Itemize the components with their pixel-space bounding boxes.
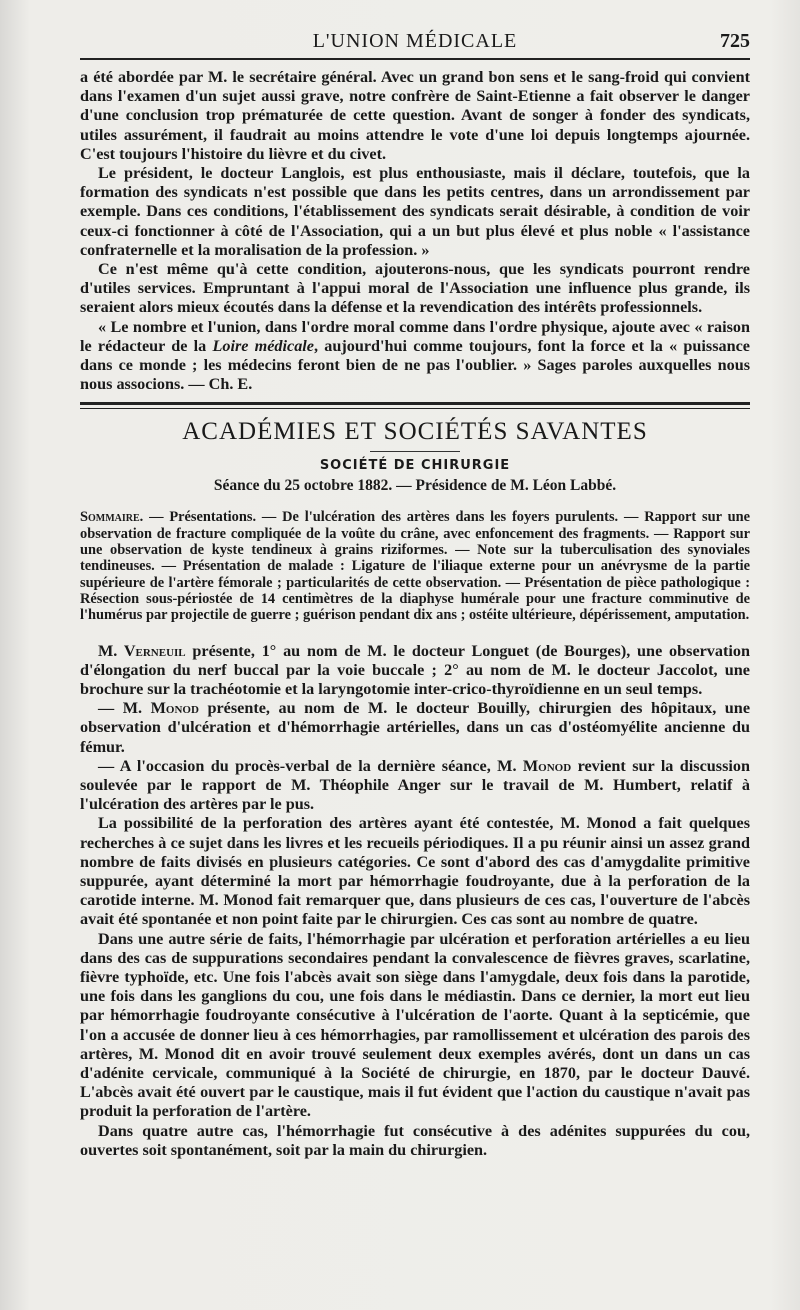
summary-label: Sommaire.	[80, 509, 144, 526]
quote-part-1: « Le nombre et l'union, dans l'ordre moral comme dans l'ordre physique, ajoute avec « raison le rédacteur de la	[80, 317, 750, 355]
speaker-verneuil: M. Verneuil	[98, 641, 186, 660]
society-name: SOCIÉTÉ DE CHIRURGIE	[319, 458, 511, 474]
body-paragraph-2	[80, 699, 750, 757]
body-paragraph-3-prefix: — A l'occasion du procès-verbal de la dernière séance, M.	[98, 756, 523, 775]
spacer	[80, 632, 750, 642]
body-paragraph-5: Dans une autre série de faits, l'hémorrhagie par ulcération et perforation artérielles a eu lieu dans des cas de suppurations secondaires pendant la convalescence de fièvres graves, scarlatine, fièvre typhoïde, etc. Une fois l'abcès avait son siège dans l'amygdale, deux fois dans la parotide, une fois dans les ganglions du cou, une fois dans le médiastin. Dans ce dernier, la mort eut lieu par hémorrhagie foudroyante consécutive à l'ulcération de l'aorte. Quant à la septicémie, que l'on a accusée de donner lieu à ces hémorrhagies, par ramollissement et ulcération des parois des artères, M. Monod dit en avoir trouvé seulement deux exemples avérés, dont un dans un cas d'adénite cervicale, communiqué à la Société de chirurgie, en 1870, par le docteur Dauvé. L'abcès avait été ouvert par le caustique, mais il fut évident que l'action du caustique n'avait pas produit la perforation de l'artère.	[80, 929, 750, 1121]
section-title: ACADÉMIES ET SOCIÉTÉS SAVANTES	[182, 418, 648, 446]
section-divider	[80, 402, 750, 409]
intro-paragraph-2: Le président, le docteur Langlois, est plus enthousiaste, mais il déclare, toutefois, que la formation des syndicats n'est possible que dans les petits centres, dans un arrondissement par exemple. Dans ces conditions, l'établissement des syndicats serait désirable, à condition de voir ceux-ci fonctionner à côté de l'Association, qui a un but plus élevé et plus noble « l'assistance confraternelle et la moralisation de la profession. »	[80, 164, 750, 259]
body-paragraph-6: Dans quatre autre cas, l'hémorrhagie fut consécutive à des adénites suppurées du cou, ouvertes soit spontanément, soit par la main du chirurgien.	[80, 1121, 750, 1159]
page-number: 725	[720, 30, 750, 52]
body-paragraph-1	[80, 642, 750, 700]
quote-part-2: , aujourd'hui comme toujours, font la force et la « puissance dans ce monde ; les médecins feront bien de ne pas l'oublier. » Sages paroles auxquelles nous nous associons. — Ch. E.	[80, 336, 750, 394]
intro-paragraph-1: a été abordée par M. le secrétaire général. Avec un grand bon sens et le sang-froid qui convient dans l'examen d'un sujet aussi grave, notre confrère de Saint-Etienne a fait observer le danger d'une conclusion trop prématurée de cette question. Avant de songer à fonder des syndicats, utiles assurément, il faudrait au moins attendre le vote d'une loi depuis longtemps ajournée. C'est toujours l'histoire du lièvre et du civet.	[80, 68, 750, 163]
quote-paragraph	[80, 318, 750, 395]
running-head	[80, 28, 750, 60]
body-paragraph-4: La possibilité de la perforation des artères ayant été contestée, M. Monod a fait quelques recherches à ce sujet dans les livres et les recueils périodiques. Il a pu réunir ainsi un assez grand nombre de faits divisés en plusieurs catégories. Ce sont d'abord des cas d'amygdalite primitive suppurée, ayant déterminé la mort par hémorrhagie foudroyante, due à la perforation de la carotide interne. M. Monod fait remarquer que, dans plusieurs de ces cas, l'ouverture de l'abcès avait été spontanée et non point faite par le chirurgien. Ces cas sont au nombre de quatre.	[80, 814, 750, 929]
summary-text: — Présentations. — De l'ulcération des artères dans les foyers purulents. — Rapport sur une observation de fracture compliquée de la voûte du crâne, avec enfoncement des fragments. — Rapport sur une observation de kyste tendineux à grains riziformes. — Note sur la tuberculisation des synoviales tendineuses. — Présentation de malade : Ligature de l'iliaque externe pour un anévrysme de la partie supérieure de l'artère fémorale ; particularités de cette observation. — Présentation de pièce pathologique : Résection sous-périostée de 14 centimètres de la diaphyse humérale pour une fracture comminutive de l'humérus par projectile de guerre ; guérison pendant dix ans ; ostéite ultérieure, dépérissement, amputation.	[80, 509, 750, 624]
body-paragraph-1-text: présente, 1° au nom de M. le docteur Longuet (de Bourges), une observation d'élongation du nerf buccal par la voie buccale ; 2° au nom de M. le docteur Jaccolot, une brochure sur la trachéotomie et la laryngotomie inter-crico-thyroïdienne en un seul temps.	[80, 641, 750, 698]
intro-paragraph-3: Ce n'est même qu'à cette condition, ajouterons-nous, que les syndicats pourront rendre d'utiles services. Empruntant à l'appui moral de l'Association une influence plus grande, ils seraient alors mieux écoutés dans la défense et la revendication des intérêts professionnels.	[80, 260, 750, 317]
body-paragraph-2-prefix: — M.	[98, 699, 151, 718]
journal-name: Loire médicale	[212, 336, 314, 355]
body-paragraph-3	[80, 757, 750, 815]
summary	[80, 509, 750, 623]
running-title: L'UNION MÉDICALE	[312, 30, 518, 52]
speaker-monod: Monod	[150, 699, 199, 718]
body-paragraph-3-text: revient sur la discussion soulevée par le rapport de M. Théophile Anger sur le travail de M. Humbert, relatif à l'ulcération des artères par le pus.	[80, 756, 750, 814]
speaker-monod-2: Monod	[522, 756, 572, 775]
title-underline	[370, 451, 460, 452]
session-line: Séance du 25 octobre 1882. — Présidence de M. Léon Labbé.	[213, 477, 617, 495]
body-paragraph-2-text: présente, au nom de M. le docteur Bouilly, chirurgien des hôpitaux, une observation d'ulcération et d'hémorrhagie artérielles, dans un cas d'ostéomyélite ancienne du fémur.	[80, 699, 750, 756]
